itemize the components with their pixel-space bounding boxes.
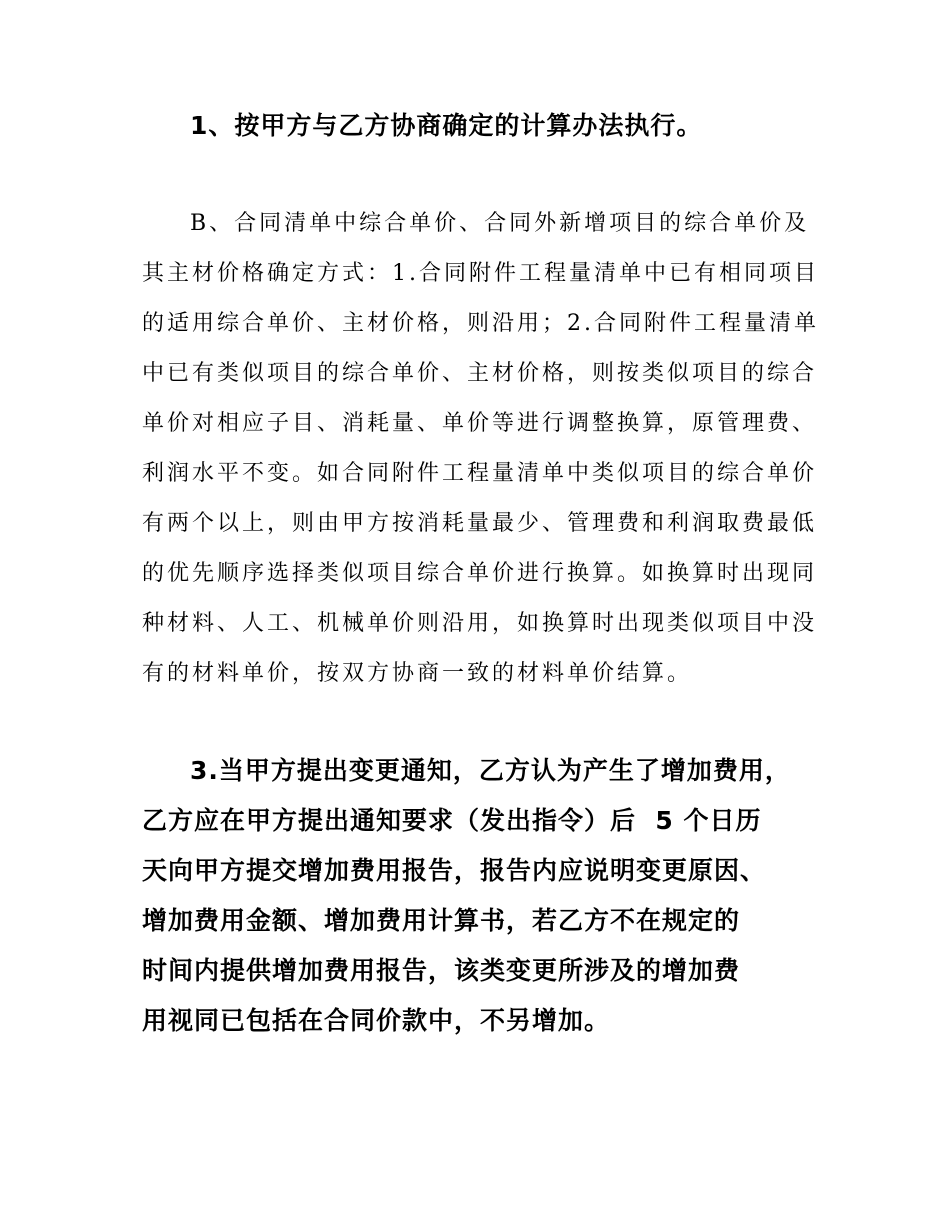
paragraph-line: 时间内提供增加费用报告，该类变更所涉及的增加费 xyxy=(142,956,741,985)
paragraph-line: 种材料、人工、机械单价则沿用，如换算时出现类似项目中没 xyxy=(142,611,818,636)
paragraph-line: 其主材价格确定方式：1.合同附件工程量清单中已有相同项目 xyxy=(142,261,819,286)
paragraph-line: 利润水平不变。如合同附件工程量清单中类似项目的综合单价 xyxy=(142,461,818,486)
paragraph-line: 单价对相应子目、消耗量、单价等进行调整换算，原管理费、 xyxy=(142,411,818,436)
paragraph-line: 增加费用金额、增加费用计算书，若乙方不在规定的 xyxy=(142,906,741,935)
paragraph-line: 中已有类似项目的综合单价、主材价格，则按类似项目的综合 xyxy=(142,361,818,386)
paragraph-line: B、合同清单中综合单价、合同外新增项目的综合单价及 xyxy=(190,211,810,236)
paragraph-line: 用视同已包括在合同价款中，不另增加。 xyxy=(142,1006,611,1035)
paragraph-line: 天向甲方提交增加费用报告，报告内应说明变更原因、 xyxy=(142,856,767,885)
paragraph-line: 3.当甲方提出变更通知，乙方认为产生了增加费用， xyxy=(190,756,791,785)
paragraph-line: 有的材料单价，按双方协商一致的材料单价结算。 xyxy=(142,661,693,686)
paragraph-line: 的优先顺序选择类似项目综合单价进行换算。如换算时出现同 xyxy=(142,561,818,586)
paragraph-line: 有两个以上，则由甲方按消耗量最少、管理费和利润取费最低 xyxy=(142,511,818,536)
paragraph-line: 乙方应在甲方提出通知要求（发出指令）后 5 个日历 xyxy=(142,806,762,835)
paragraph-line: 的适用综合单价、主材价格，则沿用；2.合同附件工程量清单 xyxy=(142,311,819,336)
section-1-heading: 1、按甲方与乙方协商确定的计算办法执行。 xyxy=(190,111,703,140)
